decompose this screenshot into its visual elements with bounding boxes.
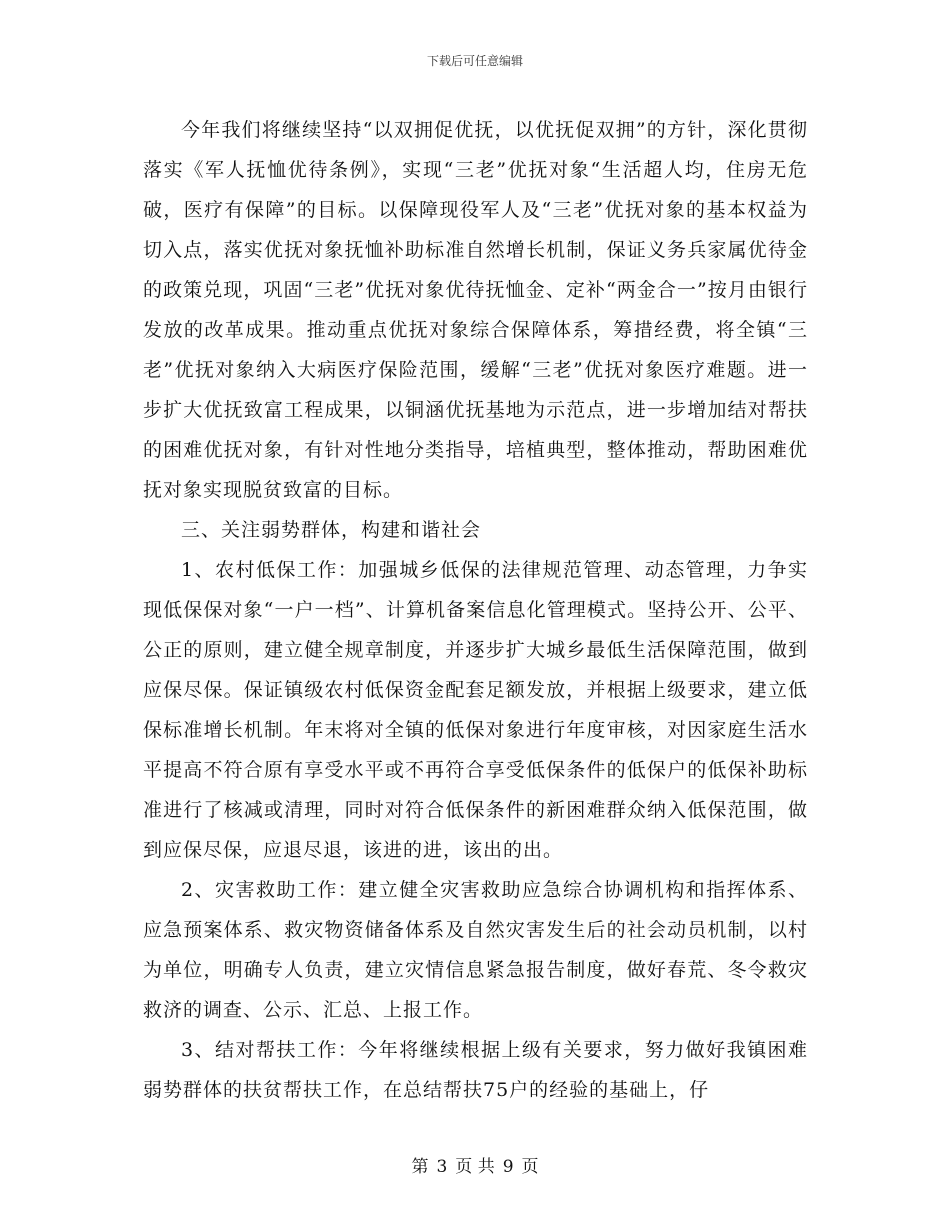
section-heading-vulnerable-groups: 三、关注弱势群体，构建和谐社会 [181, 519, 482, 541]
paragraph-preferential-care: 今年我们将继续坚持“以双拥促优抚，以优抚促双拥”的方针，深化贯彻落实《军人抚恤优待条例》，实现“三老”优抚对象“生活超人均，住房无危破，医疗有保障”的目标。以保障现役军人及“三老”优抚对象的基本权益为切入点，落实优抚对象抚恤补助标准自然增长机制，保证义务兵家属优待金的政策兑现，巩固“三老”优抚对象优待抚恤金、定补“两金合一”按月由银行发放的改革成果。推动重点优抚对象综合保障体系，筹措经费，将全镇“三老”优抚对象纳入大病医疗保险范围，缓解“三老”优抚对象医疗难题。进一步扩大优抚致富工程成果，以铜涵优抚基地为示范点，进一步增加结对帮扶的困难优抚对象，有针对性地分类指导，培植典型，整体推动，帮助困难优抚对象实现脱贫致富的目标。 [143, 119, 808, 501]
paragraph-paired-assistance: 3、结对帮扶工作：今年将继续根据上级有关要求，努力做好我镇困难弱势群体的扶贫帮扶工作，在总结帮扶75户的经验的基础上，仔 [143, 1039, 808, 1101]
paragraph-rural-subsistence: 1、农村低保工作：加强城乡低保的法律规范管理、动态管理，力争实现低保保对象“一户一档”、计算机备案信息化管理模式。坚持公开、公平、公正的原则，建立健全规章制度，并逐步扩大城乡最低生活保障范围，做到应保尽保。保证镇级农村低保资金配套足额发放，并根据上级要求，建立低保标准增长机制。年末将对全镇的低保对象进行年度审核，对因家庭生活水平提高不符合原有享受水平或不再符合享受低保条件的低保户的低保补助标准进行了核减或清理，同时对符合低保条件的新困难群众纳入低保范围，做到应保尽保，应退尽退，该进的进，该出的出。 [143, 559, 808, 861]
total-pages-number: 9 [502, 1157, 514, 1177]
paragraph-disaster-relief: 2、灾害救助工作：建立健全灾害救助应急综合协调机构和指挥体系、应急预案体系、救灾物资储备体系及自然灾害发生后的社会动员机制，以村为单位，明确专人负责，建立灾情信息紧急报告制度，做好春荒、冬令救灾救济的调查、公示、汇总、上报工作。 [143, 879, 808, 1021]
page-label-middle: 页 共 [455, 1157, 495, 1177]
page-label-suffix: 页 [521, 1157, 539, 1177]
page-label-prefix: 第 [411, 1157, 429, 1177]
page-header-note: 下载后可任意编辑 [426, 54, 523, 68]
current-page-number: 3 [436, 1157, 448, 1177]
page-footer [0, 1152, 950, 1177]
document-body [143, 110, 808, 1110]
